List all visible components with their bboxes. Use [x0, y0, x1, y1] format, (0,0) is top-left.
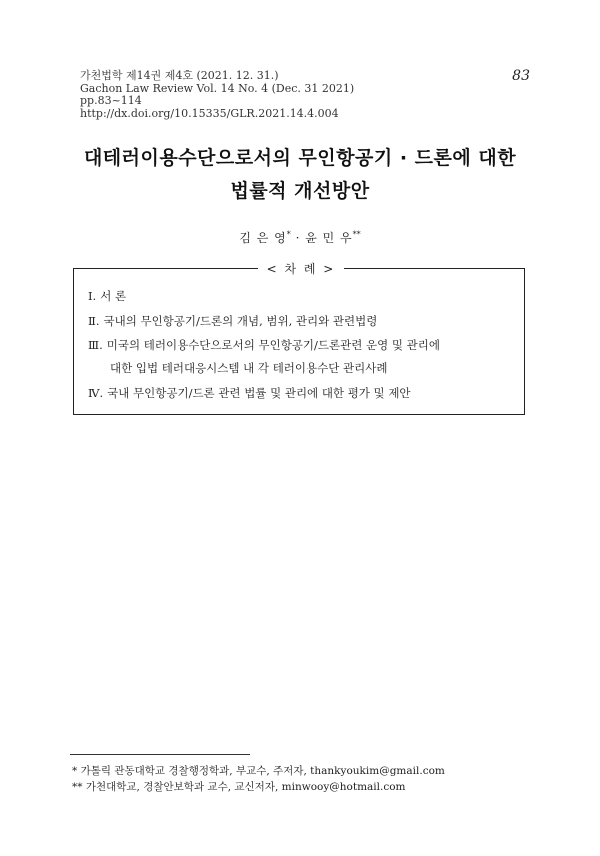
toc-item-text: 국내의 무인항공기/드론의 개념, 범위, 관리와 관련법령	[103, 314, 378, 328]
toc-item-4	[88, 385, 411, 401]
author-1-mark: *	[286, 230, 291, 239]
toc-caption: < 차 례 >	[258, 260, 344, 278]
author-2: 윤 민 우	[305, 231, 353, 245]
author-2-mark: **	[352, 230, 361, 239]
toc-item-2	[88, 313, 377, 329]
toc-item-number: Ⅲ.	[88, 338, 103, 352]
footnote-author-1: * 가톨릭 관동대학교 경찰행정학과, 부교수, 주저자, thankyoukim@gmail.com	[72, 765, 445, 777]
footnote-divider	[70, 754, 250, 755]
toc-item-number: Ⅳ.	[88, 386, 104, 400]
journal-header	[80, 70, 354, 120]
paper-title-line-1: 대테러이용수단으로서의 무인항공기 · 드론에 대한	[83, 147, 517, 169]
toc-item-text: 대한 입법 테러대응시스템 내 각 테러이용수단 관리사례	[110, 361, 388, 375]
toc-item-text: 미국의 테러이용수단으로서의 무인항공기/드론관련 운영 및 관리에	[106, 338, 440, 352]
toc-item-3-continued	[106, 360, 387, 376]
journal-english: Gachon Law Review Vol. 14 No. 4 (Dec. 31 2021)	[80, 81, 355, 95]
author-separator: ·	[290, 231, 306, 245]
toc-item-text: 서 론	[100, 289, 127, 303]
page-range: pp.83~114	[80, 94, 142, 107]
toc-item-text: 국내 무인항공기/드론 관련 법률 및 관리에 대한 평가 및 제안	[107, 386, 411, 400]
toc-item-number: Ⅰ.	[88, 289, 97, 303]
doi-link[interactable]: http://dx.doi.org/10.15335/GLR.2021.14.4.004	[80, 106, 339, 120]
paper-title-line-2: 법률적 개선방안	[230, 180, 370, 202]
toc-item-number: Ⅱ.	[88, 314, 100, 328]
author-line	[0, 229, 600, 246]
page-number: 83	[512, 68, 530, 84]
author-1: 김 은 영	[239, 231, 287, 245]
footnote-author-2: ** 가천대학교, 경찰안보학과 교수, 교신저자, minwooy@hotmail.com	[72, 781, 406, 793]
journal-korean: 가천법학 제14권 제4호 (2021. 12. 31.)	[80, 69, 279, 82]
toc-item-1	[88, 288, 126, 304]
toc-item-3	[88, 337, 440, 353]
